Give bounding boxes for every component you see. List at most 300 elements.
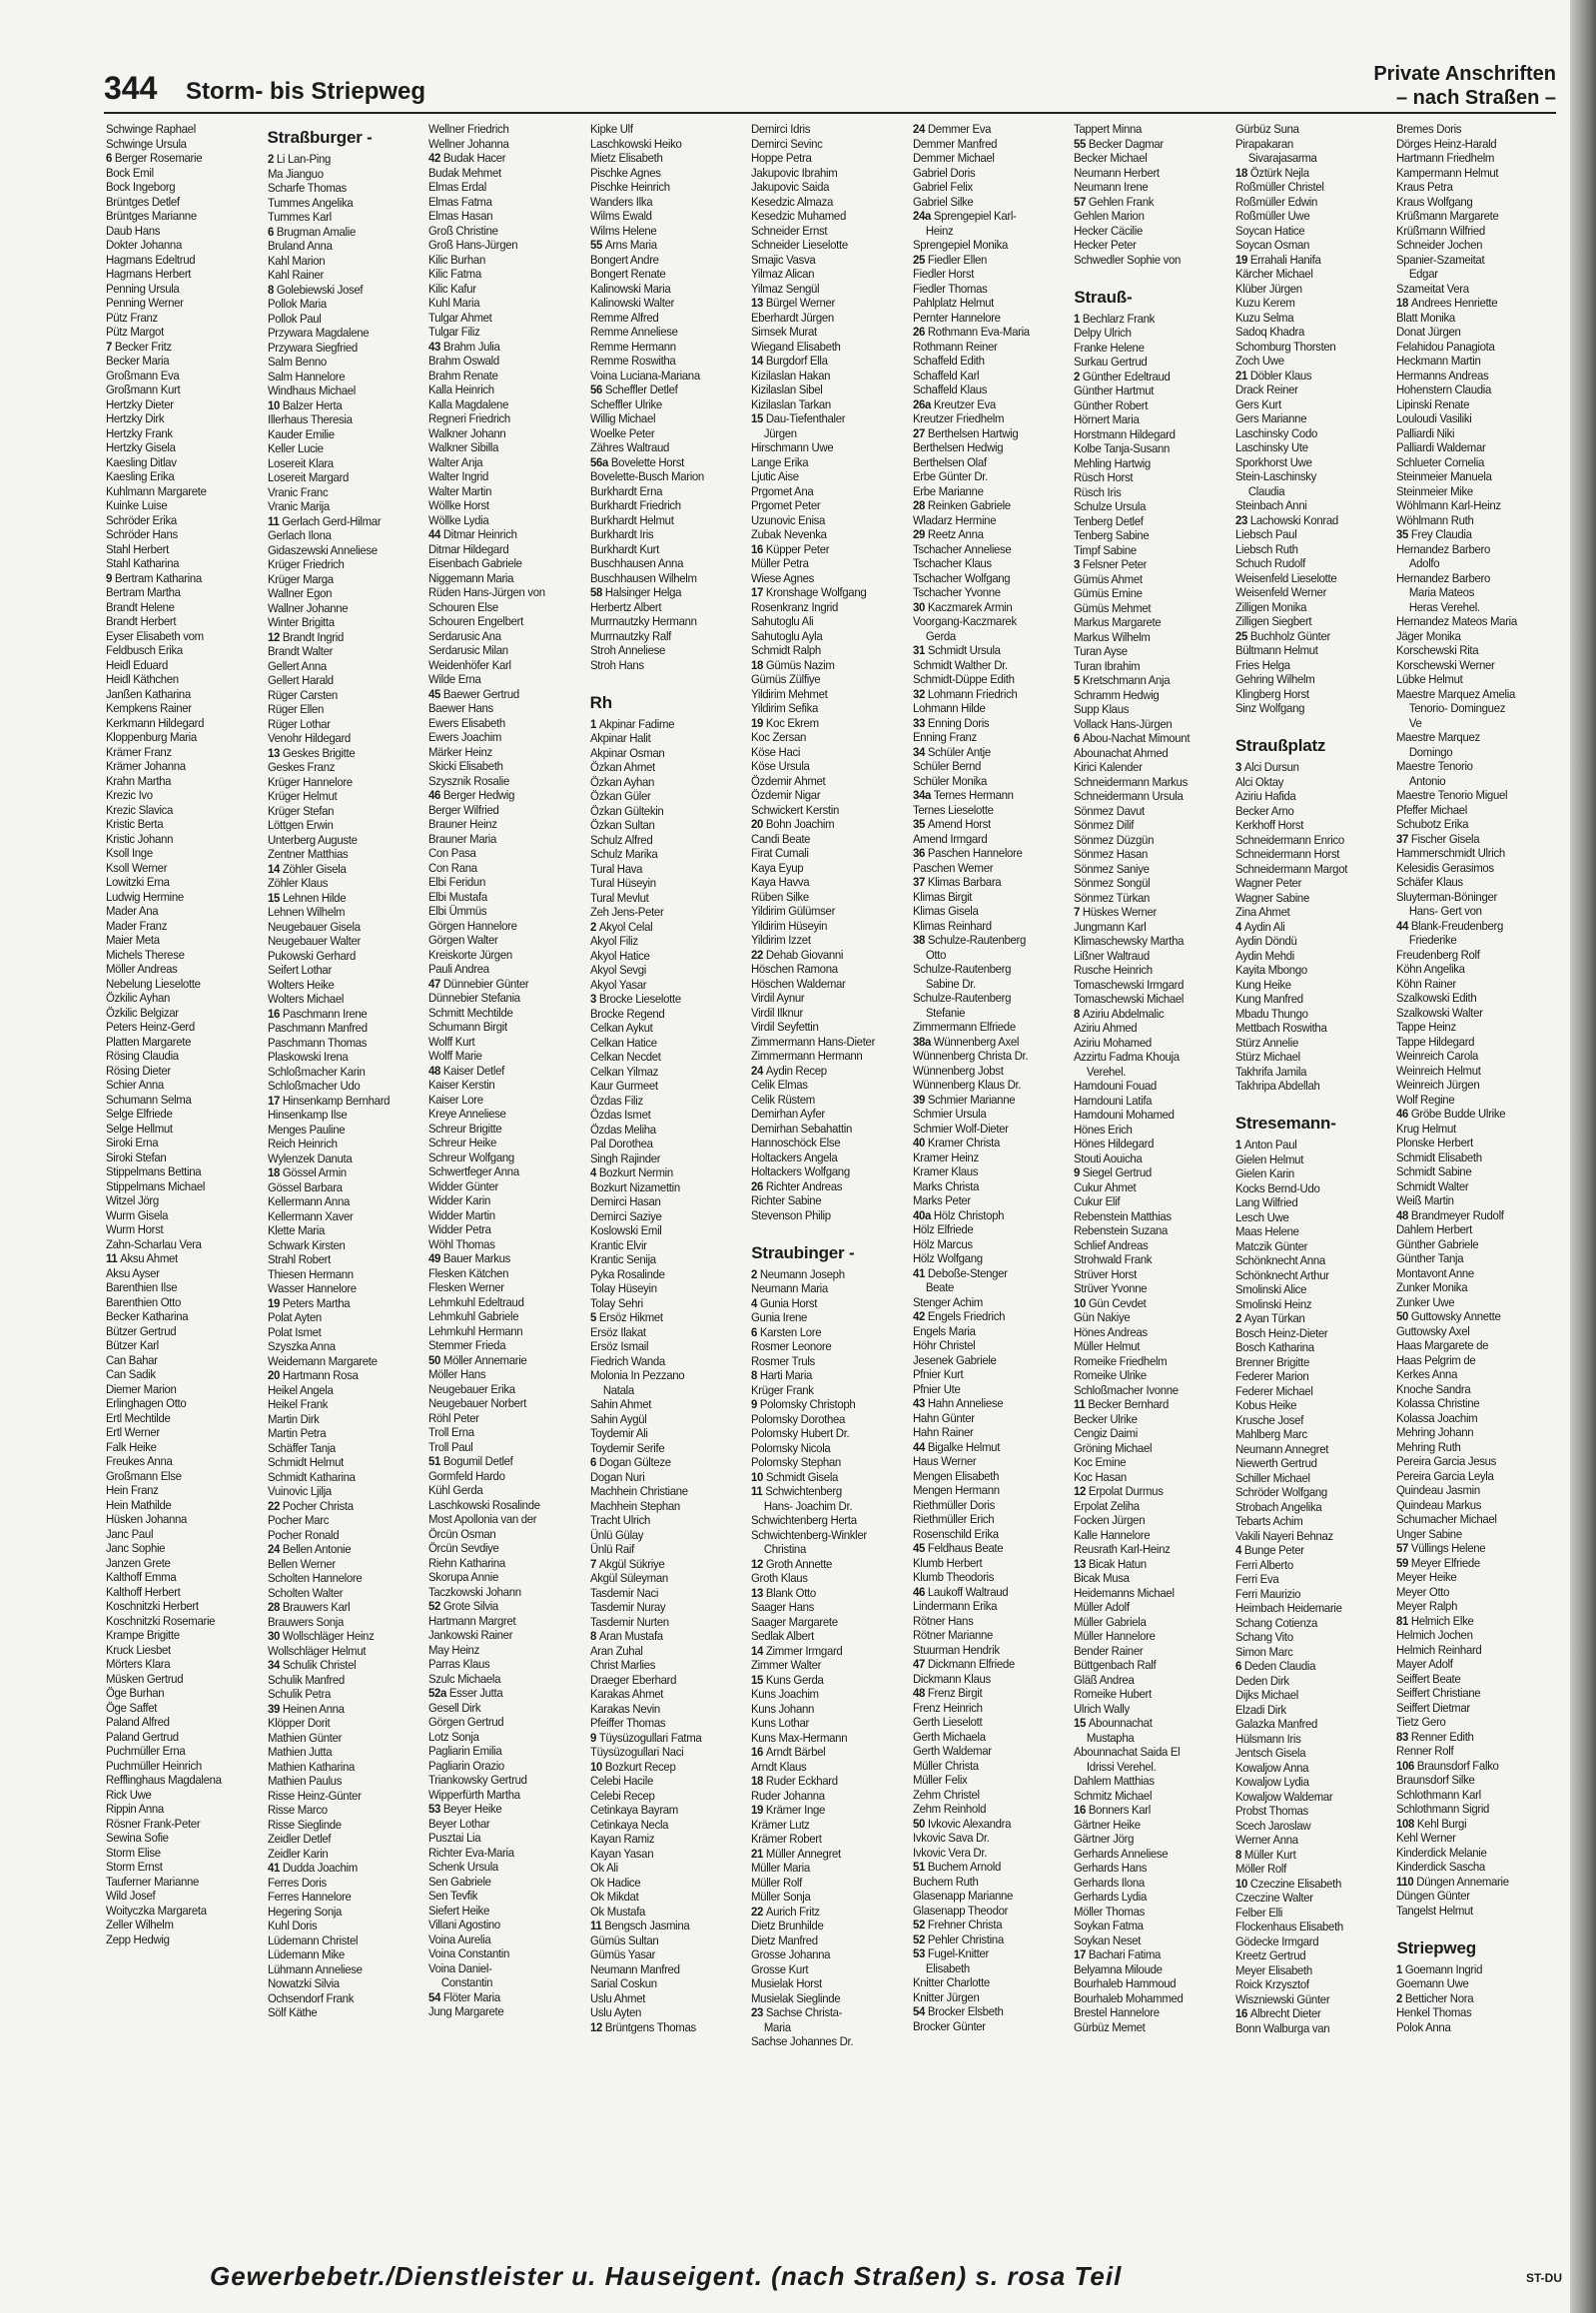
street-heading: Strauß- <box>1074 287 1133 307</box>
resident-entry: Meyer Heike <box>1396 1570 1457 1584</box>
resident-entry: Tummes Angelika <box>267 195 353 210</box>
house-number: 2 <box>267 152 277 166</box>
resident-entry: Lehnen Wilhelm <box>267 905 345 919</box>
house-number: 4 <box>751 1295 761 1310</box>
resident-entry: Polomsky Stephan <box>751 1455 842 1469</box>
resident-entry: Schreur Heike <box>428 1136 497 1150</box>
resident-entry: Can Sadik <box>106 1367 156 1381</box>
resident-entry: Gerhards Lydia <box>1074 1890 1148 1904</box>
house-number: 25 <box>1234 628 1250 643</box>
resident-entry: Klumb Herbert <box>912 1555 983 1570</box>
resident-entry: Zeidler Karin <box>267 1846 328 1861</box>
resident-entry: Schreur Wolfgang <box>428 1150 514 1164</box>
resident-entry: Kehl Werner <box>1396 1831 1457 1845</box>
house-number: 1 <box>1396 1961 1406 1976</box>
resident-entry: Guttowsky Axel <box>1396 1323 1470 1338</box>
resident-entry: Wolff Marie <box>428 1049 482 1063</box>
resident-entry: Brandt Helene <box>106 599 175 614</box>
house-number: 46 <box>1396 1107 1412 1121</box>
house-number: 8 <box>1074 1006 1084 1021</box>
house-number: 26a <box>912 396 934 411</box>
resident-entry: Kahl Rainer <box>267 268 324 282</box>
resident-entry: 34 Schulik Christel <box>267 1658 356 1672</box>
resident-entry: Simsek Murat <box>751 325 818 339</box>
house-number: 11 <box>267 513 282 528</box>
resident-entry: Schulze-Rautenberg <box>912 991 1011 1005</box>
resident-entry: 52 Grote Silvia <box>428 1599 499 1613</box>
resident-entry: 16 Küpper Peter <box>751 541 830 556</box>
resident-entry: Düngen Günter <box>1396 1889 1471 1903</box>
resident-entry: Heimbach Heidemarie <box>1234 1601 1342 1615</box>
resident-entry: Donat Jürgen <box>1396 325 1462 339</box>
resident-entry: Koschnitzki Rosemarie <box>106 1613 216 1628</box>
entry-continuation: Claudia <box>1247 483 1285 498</box>
resident-entry: 44 Blank-Freudenberg <box>1396 918 1504 933</box>
resident-entry: 48 Kaiser Detlef <box>428 1063 505 1078</box>
resident-entry: Wöllke Horst <box>428 498 489 512</box>
resident-entry: Neumann Herbert <box>1074 165 1161 180</box>
resident-entry: Werner Anna <box>1234 1833 1298 1847</box>
resident-entry: Tulgar Ahmet <box>428 310 492 325</box>
resident-entry: Schmidt Ralph <box>751 643 822 657</box>
house-number: 9 <box>106 570 115 585</box>
resident-entry: Salm Benno <box>267 355 327 369</box>
resident-entry: Müller Maria <box>751 1861 811 1875</box>
resident-entry: Puchmüller Erna <box>106 1744 186 1758</box>
entry-continuation: Christina <box>764 1542 807 1556</box>
resident-entry: 43 Brahm Julia <box>428 339 500 354</box>
resident-entry: Walkner Johann <box>428 425 506 440</box>
resident-entry: Szameitat Vera <box>1396 281 1470 296</box>
resident-entry: Sönmez Dilif <box>1074 818 1135 832</box>
resident-entry: 21 Döbler Klaus <box>1234 368 1312 383</box>
resident-entry: Wasser Hannelore <box>267 1281 357 1295</box>
resident-entry: Wellner Friedrich <box>428 122 509 136</box>
resident-entry: Platten Margarete <box>106 1034 192 1049</box>
resident-entry: Voina Constantin <box>428 1946 510 1960</box>
resident-entry: 6 Deden Claudia <box>1234 1659 1315 1673</box>
house-number: 38 <box>912 933 928 947</box>
resident-entry: Glasenapp Marianne <box>912 1889 1013 1903</box>
resident-entry: Köse Ursula <box>751 759 810 773</box>
resident-entry: Steinbach Anni <box>1234 498 1307 512</box>
resident-entry: Keller Lucie <box>267 441 324 455</box>
resident-entry: Illerhaus Theresia <box>267 412 353 426</box>
resident-entry: Wünnenberg Christa Dr. <box>912 1049 1028 1063</box>
resident-entry: Gödecke Irmgard <box>1234 1933 1319 1948</box>
house-number: 37 <box>912 875 928 889</box>
resident-entry: Kuns Johann <box>751 1701 815 1716</box>
resident-entry: Krüger Hannelore <box>267 774 353 789</box>
resident-entry: 24 Bellen Antonie <box>267 1542 351 1556</box>
resident-entry: Zunker Uwe <box>1396 1294 1455 1309</box>
resident-entry: Candi Beate <box>751 831 811 846</box>
resident-entry: Wallner Egon <box>267 586 332 600</box>
resident-entry: Tummes Karl <box>267 210 332 224</box>
resident-entry: Musielak Sieglinde <box>751 1990 841 2005</box>
resident-entry: 49 Bauer Markus <box>428 1251 511 1265</box>
house-number: 56 <box>589 383 605 396</box>
resident-entry: Kramer Heinz <box>912 1150 979 1164</box>
resident-entry: Daub Hans <box>106 223 161 238</box>
house-number: 13 <box>751 296 767 310</box>
resident-entry: Tasdemir Nurten <box>589 1614 669 1629</box>
resident-entry: 4 Bozkurt Nermin <box>589 1165 673 1179</box>
house-number: 6 <box>1074 731 1084 745</box>
resident-entry: Haas Margarete de <box>1396 1338 1489 1352</box>
resident-entry: Ewers Elisabeth <box>428 715 506 730</box>
resident-entry: Lange Erika <box>751 454 809 469</box>
resident-entry: Przywara Magdalene <box>267 326 369 340</box>
resident-entry: Tschacher Yvonne <box>912 585 1001 599</box>
resident-entry: 13 Bürgel Werner <box>751 296 836 310</box>
resident-entry: Dokter Johanna <box>106 238 182 252</box>
resident-entry: Schmitt Mechtilde <box>428 1005 513 1020</box>
resident-entry: Martin Petra <box>267 1426 326 1440</box>
resident-entry: Pischke Agnes <box>589 165 661 180</box>
resident-entry: 18 Andrees Henriette <box>1396 296 1498 310</box>
resident-entry: Demmer Manfred <box>912 136 997 151</box>
house-number: 51 <box>912 1860 928 1874</box>
resident-entry: Dogan Nuri <box>589 1469 645 1484</box>
resident-entry: Zahn-Scharlau Vera <box>106 1236 202 1251</box>
street-heading: Stresemann- <box>1234 1114 1336 1133</box>
resident-entry: Krämer Johanna <box>106 759 186 773</box>
resident-entry: Siroki Erna <box>106 1136 159 1150</box>
resident-entry: 9 Bertram Katharina <box>106 570 202 585</box>
resident-entry: Mathien Paulus <box>267 1774 342 1788</box>
resident-entry: Baewer Hans <box>428 701 493 715</box>
street-heading: Straßburger - <box>267 128 373 147</box>
resident-entry: Pusztai Lia <box>428 1831 481 1845</box>
resident-entry: Yildirim Gülümser <box>751 904 836 918</box>
resident-entry: Hoppe Petra <box>751 151 812 165</box>
resident-entry: Tenberg Detlef <box>1074 513 1144 528</box>
resident-entry: Hein Mathilde <box>106 1497 172 1512</box>
house-number: 20 <box>267 1368 283 1382</box>
resident-entry: Lehmkuhl Hermann <box>428 1323 523 1338</box>
resident-entry: 14 Zöhler Gisela <box>267 861 347 876</box>
resident-entry: Schwark Kirsten <box>267 1237 346 1252</box>
house-number: 17 <box>1074 1947 1090 1961</box>
resident-entry: Tangelst Helmut <box>1396 1903 1474 1918</box>
resident-entry: Gümüs Mehmet <box>1074 600 1152 615</box>
resident-entry: Bicak Musa <box>1074 1571 1131 1585</box>
resident-entry: Risse Marco <box>267 1803 328 1817</box>
resident-entry: 22 Pocher Christa <box>267 1498 354 1513</box>
resident-entry: Rippin Anna <box>106 1802 164 1816</box>
house-number: 17 <box>267 1093 283 1108</box>
resident-entry: 108 Kehl Burgi <box>1396 1816 1467 1831</box>
resident-entry: Zehm Reinhold <box>912 1802 986 1816</box>
resident-entry: Remme Hermann <box>589 339 676 354</box>
resident-entry: Schulik Manfred <box>267 1672 345 1687</box>
resident-entry: Wurm Gisela <box>106 1207 169 1222</box>
house-number: 18 <box>1396 296 1412 310</box>
resident-entry: Kellermann Anna <box>267 1194 350 1208</box>
resident-entry: Losereit Margard <box>267 470 349 484</box>
resident-entry: Falk Heike <box>106 1439 157 1454</box>
resident-entry: Gielen Karin <box>1234 1166 1294 1180</box>
resident-entry: Groß Hans-Jürgen <box>428 238 518 252</box>
resident-entry: Schäfer Klaus <box>1396 875 1464 889</box>
resident-entry: Akyol Yasar <box>589 977 646 992</box>
resident-entry: Buchem Ruth <box>912 1874 979 1889</box>
house-number: 10 <box>1074 1295 1090 1310</box>
resident-entry: Schramm Hedwig <box>1074 687 1160 702</box>
resident-entry: Gesell Dirk <box>428 1700 481 1715</box>
resident-entry: Klöpper Dorit <box>267 1716 330 1730</box>
resident-entry: Henkel Thomas <box>1396 2005 1472 2019</box>
resident-entry: Szyszka Anna <box>267 1339 336 1353</box>
resident-entry: Sönmez Davut <box>1074 803 1146 818</box>
resident-entry: 7 Hüskes Werner <box>1074 905 1158 919</box>
resident-entry: Galazka Manfred <box>1234 1717 1317 1731</box>
house-number: 11 <box>751 1484 766 1498</box>
resident-entry: Selge Elfriede <box>106 1107 173 1121</box>
resident-entry: Klüber Jürgen <box>1234 281 1302 296</box>
resident-entry: Ünlü Gülay <box>589 1527 643 1542</box>
resident-entry: Kizilaslan Hakan <box>751 368 831 383</box>
resident-entry: 44 Bigalke Helmut <box>912 1439 1000 1454</box>
resident-entry: 4 Bunge Peter <box>1234 1543 1304 1557</box>
resident-entry: Zeidler Detlef <box>267 1832 331 1846</box>
resident-entry: Martin Dirk <box>267 1411 320 1426</box>
resident-entry: Bourhaleb Mohammed <box>1074 1990 1184 2005</box>
resident-entry: 4 Aydin Ali <box>1234 919 1285 934</box>
house-number: 41 <box>267 1861 283 1875</box>
resident-entry: Gehlen Marion <box>1074 209 1145 223</box>
resident-entry: Rebenstein Matthias <box>1074 1208 1173 1223</box>
resident-entry: Weisenfeld Lieselotte <box>1234 570 1337 585</box>
house-number: 34 <box>912 744 928 759</box>
resident-entry: Özkilic Belgizar <box>106 1005 179 1020</box>
resident-entry: 26 Richter Andreas <box>751 1178 843 1193</box>
resident-entry: Kuns Max-Hermann <box>751 1730 848 1745</box>
resident-entry: Wöhl Thomas <box>428 1236 495 1251</box>
house-number: 23 <box>1234 512 1250 527</box>
street-heading: Striepweg <box>1396 1937 1476 1957</box>
resident-entry: Erbe Marianne <box>912 483 984 498</box>
resident-entry: 9 Polomsky Christoph <box>751 1397 856 1411</box>
resident-entry: Gössel Barbara <box>267 1179 343 1194</box>
resident-entry: Brüntges Detlef <box>106 194 180 209</box>
resident-entry: Schenk Ursula <box>428 1860 499 1874</box>
resident-entry: Brauwers Sonja <box>267 1614 344 1629</box>
resident-entry: Krusche Josef <box>1234 1412 1303 1427</box>
house-number: 1 <box>589 716 599 731</box>
resident-entry: Kayita Mbongo <box>1234 963 1307 977</box>
resident-entry: 39 Schmier Marianne <box>912 1092 1016 1107</box>
resident-entry: Schlueter Cornelia <box>1396 454 1485 469</box>
resident-entry: Öge Saffet <box>106 1700 158 1715</box>
resident-entry: Lühmann Anneliese <box>267 1961 363 1976</box>
house-number: 42 <box>428 151 444 165</box>
resident-entry: 28 Brauwers Karl <box>267 1600 350 1614</box>
house-number: 6 <box>751 1324 761 1339</box>
resident-entry: 83 Renner Edith <box>1396 1729 1475 1744</box>
house-number: 2 <box>1074 369 1084 384</box>
resident-entry: 54 Brocker Elsbeth <box>912 2004 1004 2018</box>
resident-entry: Tomaschewski Irmgard <box>1074 977 1185 992</box>
resident-entry: Pfeiffer Thomas <box>589 1716 665 1730</box>
resident-entry: Romeike Hubert <box>1074 1687 1153 1701</box>
resident-entry: Scheffler Ulrike <box>589 396 662 411</box>
resident-entry: Jesenek Gabriele <box>912 1352 997 1367</box>
resident-entry: Szalkowski Walter <box>1396 1005 1484 1020</box>
resident-entry: Erbe Günter Dr. <box>912 469 988 483</box>
resident-entry: Mbadu Thungo <box>1234 1006 1308 1021</box>
resident-entry: Rosenkranz Ingrid <box>751 599 839 614</box>
resident-entry: Kobus Heike <box>1234 1398 1296 1412</box>
resident-entry: Diemer Marion <box>106 1381 177 1396</box>
page-number: 344 <box>104 70 158 106</box>
resident-entry: Firat Cumali <box>751 846 809 860</box>
resident-entry: Kesedzic Muhamed <box>751 209 847 223</box>
resident-entry: Kaya Eyup <box>751 860 804 875</box>
resident-entry: Weiß Martin <box>1396 1193 1455 1207</box>
resident-entry: Bock Emil <box>106 165 154 180</box>
resident-entry: Roßmüller Christel <box>1234 180 1324 194</box>
resident-entry: Neugebauer Norbert <box>428 1396 527 1410</box>
resident-entry: 19 Koc Ekrem <box>751 715 819 730</box>
resident-entry: Gabriel Felix <box>912 180 973 194</box>
resident-entry: Schröder Wolfgang <box>1234 1485 1327 1499</box>
resident-entry: Heidl Eduard <box>106 657 169 672</box>
resident-entry: Sachse Johannes Dr. <box>751 2034 854 2048</box>
house-number: 38a <box>912 1034 934 1049</box>
resident-entry: Smajic Vasva <box>751 252 816 267</box>
resident-entry: Gers Marianne <box>1234 411 1307 425</box>
resident-entry: Zöhler Klaus <box>267 876 328 890</box>
house-number: 12 <box>589 2019 605 2034</box>
house-number: 47 <box>912 1657 928 1671</box>
entry-continuation: Mustapha <box>1087 1730 1135 1745</box>
resident-entry: Cengiz Daimi <box>1074 1426 1139 1440</box>
resident-entry: Özdemir Ahmet <box>751 773 826 788</box>
resident-entry: Sönmez Türkan <box>1074 890 1151 905</box>
resident-entry: 57 Vüllings Helene <box>1396 1541 1486 1555</box>
resident-entry: Haus Werner <box>912 1454 977 1468</box>
house-number: 6 <box>106 151 115 165</box>
resident-entry: Penning Ursula <box>106 281 180 296</box>
house-number: 52a <box>428 1686 450 1700</box>
resident-entry: Reusrath Karl-Heinz <box>1074 1542 1171 1556</box>
resident-entry: Gürbüz Suna <box>1234 122 1299 136</box>
resident-entry: Stenger Achim <box>912 1294 983 1309</box>
resident-entry: 16 Bonners Karl <box>1074 1803 1152 1817</box>
resident-entry: Michels Therese <box>106 947 185 962</box>
resident-entry: Gabriel Doris <box>912 165 976 180</box>
resident-entry: Belyamna Miloude <box>1074 1961 1163 1976</box>
resident-entry: 32 Lohmann Friedrich <box>912 686 1018 701</box>
house-number: 40a <box>912 1207 934 1222</box>
resident-entry: Wöhlmann Ruth <box>1396 512 1474 527</box>
resident-entry: Hirschmann Uwe <box>751 440 834 454</box>
resident-entry: Most Apollonia van der <box>428 1512 537 1526</box>
resident-entry: 17 Hinsenkamp Bernhard <box>267 1093 390 1108</box>
resident-entry: Ternes Lieselotte <box>912 802 994 817</box>
resident-entry: Janzen Grete <box>106 1555 171 1570</box>
resident-entry: Machhein Christiane <box>589 1484 688 1498</box>
resident-entry: Mietz Elisabeth <box>589 151 663 165</box>
resident-entry: Toydemir Ali <box>589 1426 648 1440</box>
resident-entry: Lipinski Renate <box>1396 396 1470 411</box>
resident-entry: Kaiser Kerstin <box>428 1078 495 1092</box>
resident-entry: Markus Margarete <box>1074 615 1162 629</box>
resident-entry: Örcün Sevdiye <box>428 1541 499 1555</box>
entry-continuation: Friederike <box>1409 933 1457 947</box>
resident-entry: 38 Schulze-Rautenberg <box>912 933 1026 947</box>
resident-entry: Meyer Elisabeth <box>1234 1962 1312 1977</box>
resident-entry: Zähres Waltraud <box>589 440 669 454</box>
house-number: 30 <box>912 599 928 614</box>
resident-entry: Rebenstein Suzana <box>1074 1223 1169 1237</box>
house-number: 7 <box>1074 905 1084 919</box>
house-number: 53 <box>428 1802 444 1816</box>
resident-entry: Jung Margarete <box>428 2004 504 2018</box>
resident-entry: Weidemann Margarete <box>267 1353 378 1368</box>
resident-entry: Hönes Andreas <box>1074 1324 1149 1339</box>
resident-entry: Christ Marlies <box>589 1658 655 1672</box>
house-number: 47 <box>428 976 444 991</box>
column-8 <box>1235 122 1389 2249</box>
resident-entry: Scholten Hannelore <box>267 1571 362 1585</box>
resident-entry: Widder Martin <box>428 1207 495 1222</box>
resident-entry: Schmidt Walther Dr. <box>912 657 1008 672</box>
resident-entry: Mörters Klara <box>106 1657 171 1671</box>
resident-entry: Palliardi Niki <box>1396 425 1455 440</box>
resident-entry: Rüden Hans-Jürgen von <box>428 585 545 599</box>
resident-entry: Mayer Adolf <box>1396 1657 1454 1671</box>
resident-entry: Prgomet Ana <box>751 483 814 498</box>
resident-entry: Ferri Maurizio <box>1234 1586 1301 1601</box>
resident-entry: Wallner Johanne <box>267 600 348 615</box>
resident-entry: 8 Golebiewski Josef <box>267 282 363 297</box>
resident-entry: Gümüs Ahmet <box>1074 571 1144 586</box>
resident-entry: Wiegand Elisabeth <box>751 339 841 354</box>
resident-entry: Mathien Günter <box>267 1730 342 1745</box>
resident-entry: Wilms Ewald <box>589 209 652 223</box>
resident-entry: Laschkowski Heiko <box>589 136 682 151</box>
resident-entry: Rüben Silke <box>751 889 810 904</box>
house-number: 22 <box>751 947 767 962</box>
resident-entry: Takhripa Abdellah <box>1234 1079 1320 1093</box>
resident-entry: Paschmann Manfred <box>267 1021 368 1035</box>
house-number: 15 <box>267 890 283 905</box>
resident-entry: 12 Groth Annette <box>751 1556 833 1571</box>
resident-entry: Schwichtenberg-Winkler <box>751 1527 868 1542</box>
house-number: 10 <box>1234 1876 1250 1891</box>
resident-entry: Blatt Monika <box>1396 310 1456 325</box>
resident-entry: Murrnautzky Hermann <box>589 614 697 628</box>
house-number: 19 <box>1234 252 1250 267</box>
resident-entry: Gielen Helmut <box>1234 1152 1303 1166</box>
resident-entry: Frenz Heinrich <box>912 1700 983 1715</box>
resident-entry: 56 Scheffler Detlef <box>589 383 678 396</box>
resident-entry: Müller Christa <box>912 1758 979 1773</box>
resident-entry: Krüßmann Margarete <box>1396 209 1499 223</box>
resident-entry: Timpf Sabine <box>1074 542 1138 557</box>
resident-entry: Günther Gabriele <box>1396 1236 1479 1251</box>
resident-entry: Janc Sophie <box>106 1541 166 1555</box>
resident-entry: Stemmer Frieda <box>428 1338 506 1352</box>
resident-entry: Kühl Gerda <box>428 1483 483 1497</box>
resident-entry: 41 Deboße-Stenger <box>912 1265 1008 1280</box>
resident-entry: Yildirim Izzet <box>751 933 811 947</box>
resident-entry: Walter Ingrid <box>428 469 489 483</box>
house-number: 16 <box>1234 2006 1250 2020</box>
